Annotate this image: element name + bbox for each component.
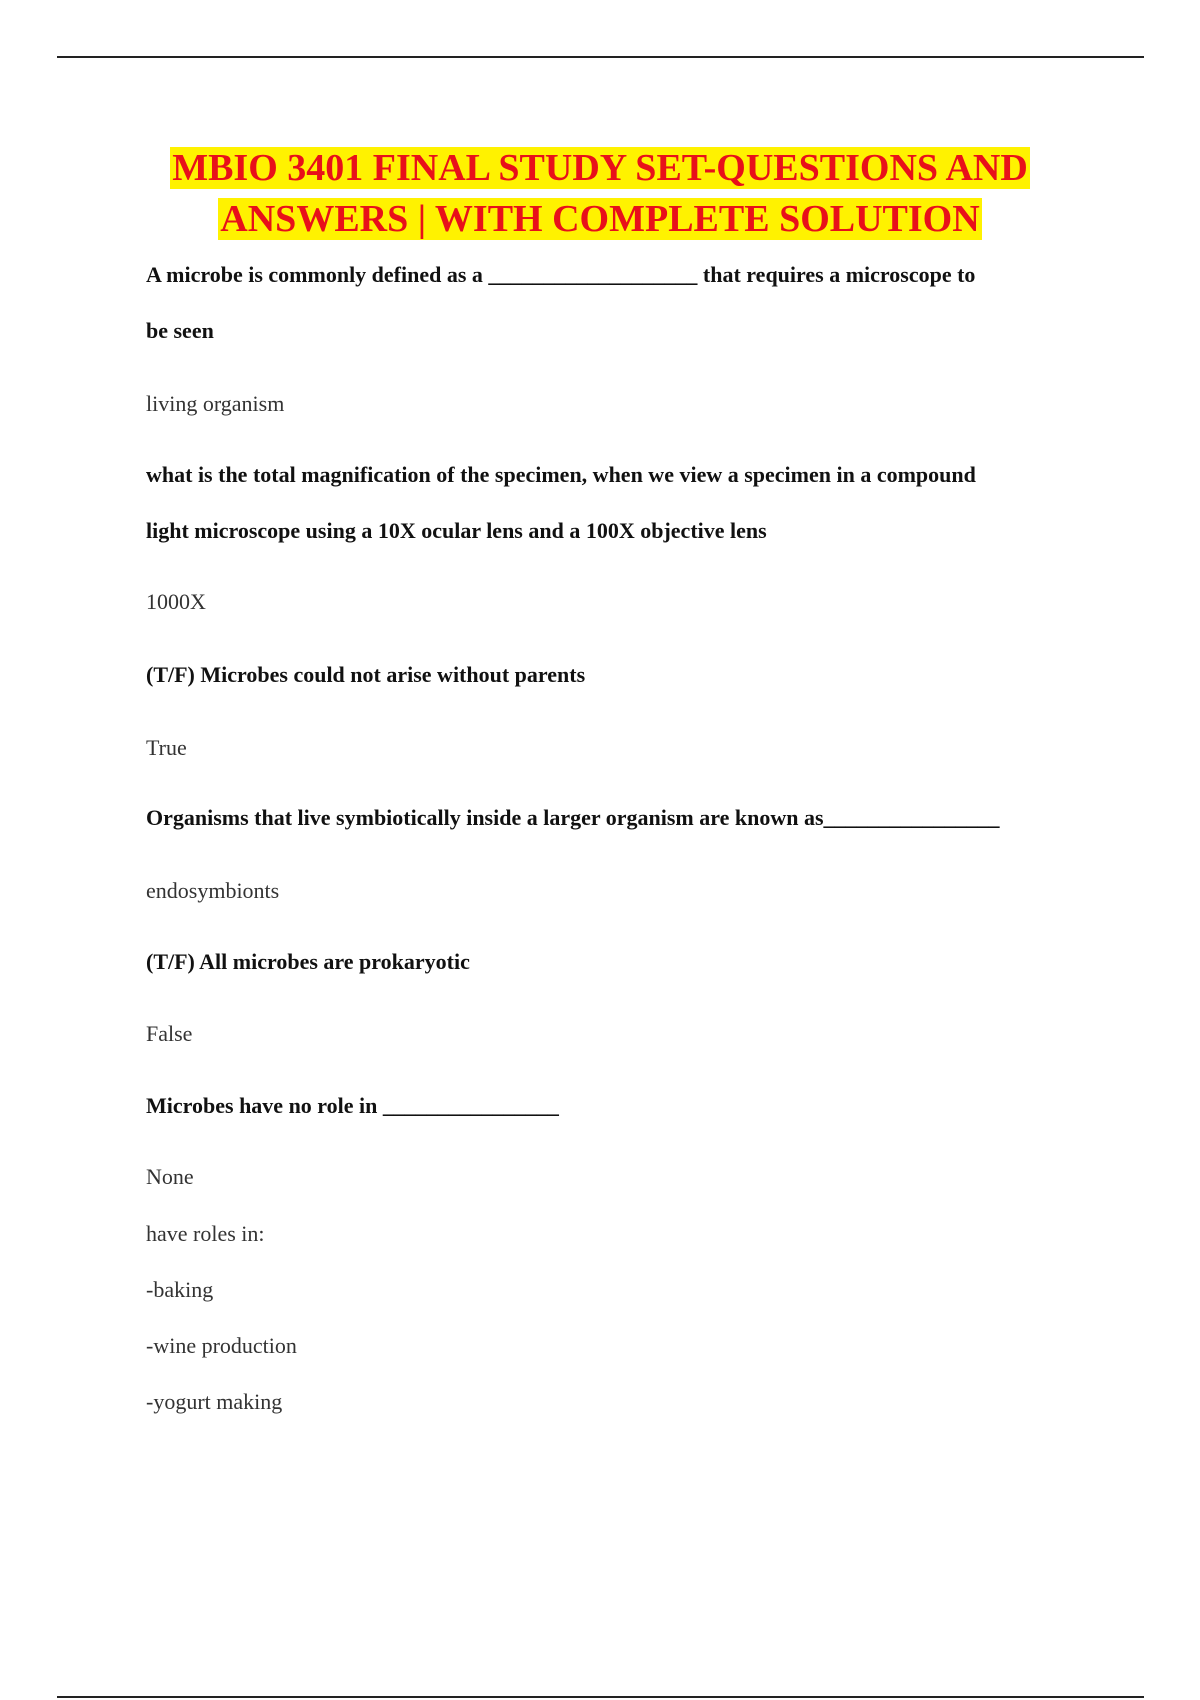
question-4: Organisms that live symbiotically inside a larger organism are known as________________ bbox=[146, 805, 1000, 830]
answer-1: living organism bbox=[146, 391, 285, 416]
answer-6-list-item: -yogurt making bbox=[146, 1389, 283, 1414]
answer-2: 1000X bbox=[146, 589, 206, 614]
answer-6: None bbox=[146, 1164, 194, 1189]
answer-6-list-item: -baking bbox=[146, 1277, 214, 1302]
title-line-2: ANSWERS | WITH COMPLETE SOLUTION bbox=[220, 198, 980, 240]
footer-rule bbox=[57, 1696, 1144, 1698]
answer-3: True bbox=[146, 735, 187, 760]
question-2-line-2: light microscope using a 10X ocular lens and a 100X objective lens bbox=[146, 518, 767, 543]
question-2-line-1: what is the total magnification of the specimen, when we view a specimen in a compound bbox=[146, 462, 976, 487]
question-5: (T/F) All microbes are prokaryotic bbox=[146, 949, 470, 974]
question-1-line-1: A microbe is commonly defined as a ___________________ that requires a microscope to bbox=[146, 262, 976, 287]
answer-5: False bbox=[146, 1021, 193, 1046]
title-line-1: MBIO 3401 FINAL STUDY SET-QUESTIONS AND bbox=[172, 147, 1028, 189]
question-1-line-2: be seen bbox=[146, 318, 214, 343]
document-title bbox=[120, 143, 1080, 245]
answer-4: endosymbionts bbox=[146, 878, 280, 903]
question-6: Microbes have no role in ________________ bbox=[146, 1093, 559, 1118]
question-3: (T/F) Microbes could not arise without parents bbox=[146, 662, 586, 687]
answer-6-note: have roles in: bbox=[146, 1221, 265, 1246]
header-rule bbox=[57, 56, 1144, 58]
answer-6-list-item: -wine production bbox=[146, 1333, 297, 1358]
